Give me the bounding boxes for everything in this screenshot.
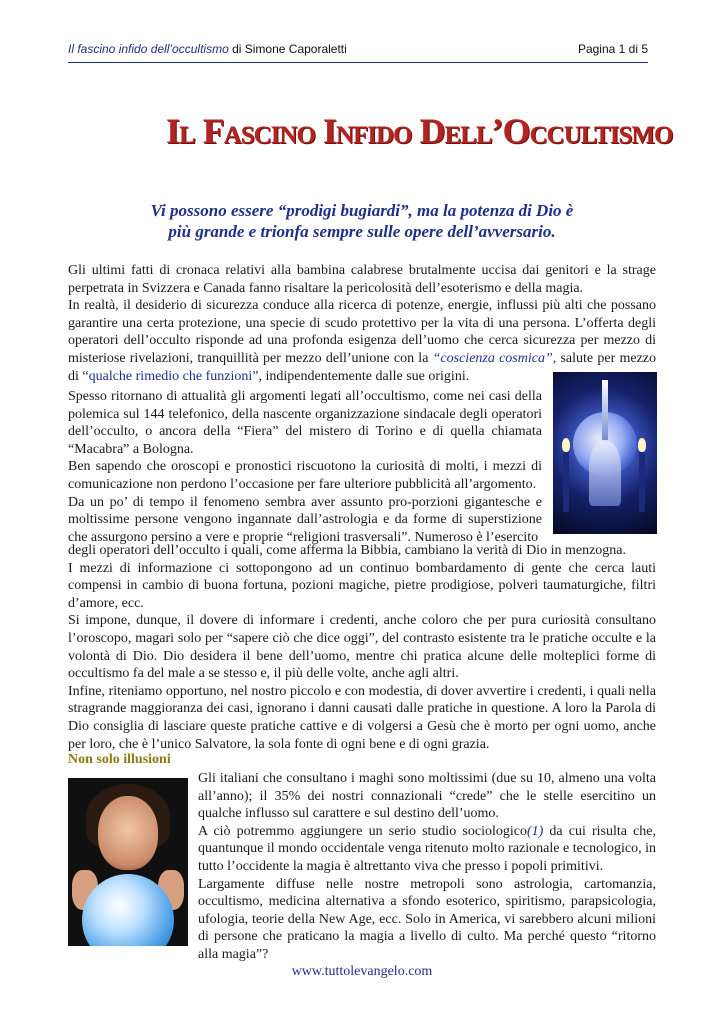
- paragraph-media: I mezzi di informazione ci sottopongono ad un continuo bombardamento di gente che cerca lauti compensi in cambio di buona fortuna, pozioni magiche, pietre prodigiose, polveri taumaturgiche, filtri d’amore, ecc.: [68, 560, 656, 611]
- intro-text-b: In realtà, il desiderio di sicurezza conduce alla ricerca di potenze, energie, influssi più alti che possano garantire una certa protezione, una specie di scudo protettivo per la vita di una persona. L’offerta degli operatori dell’occulto risponde ad una profonda esigenza dell’uomo che cerca sicurezza per mezzo di misteriose rivelazioni, tranquillità per mezzo dell’unione con la “coscienza cosmica”, salute per mezzo di “qualche rimedio che funzioni”, indipendentemente dalle sue origini.: [68, 298, 656, 384]
- page-number: Pagina 1 di 5: [577, 42, 648, 56]
- subtitle-line-2: più grande e trionfa sempre sulle opere dell’avversario.: [168, 222, 556, 241]
- page-header: [68, 42, 648, 63]
- paragraph-duty: Si impone, dunque, il dovere di informare i credenti, anche coloro che per pura curiosità consultano l’oroscopo, magari solo per “sapere ciò che dice oggi”, del contrasto esistente tra le pratiche occulte e la volontà di Dio. Dio desidera il bene dell’uomo, mentre chi pratica alcune delle molteplici forme di occultismo fa del male a se stesso e, il più delle volte, anche agli altri.: [68, 613, 656, 682]
- article-title: Il Fascino Infido Dell’Occultismo: [166, 111, 673, 151]
- paragraph-warning: Infine, riteniamo opportuno, nel nostro piccolo e con modestia, di dover avvertire i credenti, i quali nella stragrande maggioranza dei casi, ignorano i danni causati dalle pratiche in questione. A loro la Parola di Dio consiglia di lasciare queste pratiche cattive e di volgersi a Gesù che è morto per ogni uomo, anche per loro, che è l’unico Salvatore, la sola fonte di ogni bene e di ogni grazia.: [68, 683, 656, 752]
- paragraph-occultism-news: Spesso ritornano di attualità gli argomenti legati all’occultismo, come nei casi della polemica sul 144 telefonico, della nascente organizzazione sindacale degli operatori dell’occulto, o ancora della “Fiera” del mistero di Torino e di quella chiamata “Macabra” a Bologna.: [68, 389, 542, 457]
- article-subtitle: [100, 200, 624, 242]
- section-paragraphs: [198, 770, 656, 964]
- footer-website-link[interactable]: www.tuttolevangelo.com: [291, 964, 433, 979]
- intro-text-a: Gli ultimi fatti di cronaca relativi alla bambina calabrese brutalmente uccisa dai genitori e la strage perpetrata in Svizzera e Canada fanno risaltare la pericolosità dell’esoterismo e della magia.: [68, 263, 656, 296]
- section-heading: Non solo illusioni: [68, 752, 171, 767]
- body-paragraphs: [68, 542, 656, 753]
- occult-chalice-image: [553, 372, 657, 534]
- footnote-ref-link[interactable]: (1): [526, 823, 544, 839]
- paragraph-phenomenon: Da un po’ di tempo il fenomeno sembra aver assunto pro-porzioni gigantesche e moltissime persone vengono ingannate dall’astrologia e da forme di superstizione che assurgono persino a vere e proprie “religioni trasversali”. Numeroso è l’esercito: [68, 494, 542, 545]
- header-doc-title: Il fascino infido dell’occultismo: [68, 42, 229, 56]
- paragraph-horoscopes: Ben sapendo che oroscopi e pronostici riscuotono la curiosità di molti, i mezzi di comunicazione non perdono l’occasione per fare ulteriore pubblicità all’argomento.: [68, 459, 542, 492]
- subtitle-line-1: Vi possono essere “prodigi bugiardi”, ma la potenza di Dio è: [150, 201, 574, 220]
- paragraph-widespread: Largamente diffuse nelle nostre metropoli sono astrologia, cartomanzia, occultismo, medicina alternativa a sfondo esoterico, spiritismo, parapsicologia, ufologia, teorie della New Age, ecc. Solo in America, vi sarebbero alcuni milioni di persone che praticano la magia a livello di culto. Ma perché questo “ritorno alla magia”?: [198, 876, 656, 962]
- remedy-quote: “qualche rimedio che funzioni”: [82, 368, 259, 384]
- crystal-ball-image: [68, 778, 188, 946]
- wrapped-paragraphs: [68, 388, 542, 546]
- paragraph-italians: Gli italiani che consultano i maghi sono moltissimi (due su 10, almeno una volta all’anno); il 35% dei nostri connazionali “crede” che le stelle esercitino un qualche influsso sul carattere e sul destino dell’uomo.: [198, 771, 656, 822]
- header-author: di Simone Caporaletti: [228, 42, 347, 56]
- paragraph-sociological-study: A ciò potremmo aggiungere un serio studio sociologico(1) da cui risulta che, quantunque il mondo occidentale venga ritenuto molto razionale e tecnologico, in tutto l’occidente la magia è altrettanto viva che presso i popoli primitivi.: [198, 823, 656, 874]
- intro-paragraph: [68, 262, 656, 385]
- cosmic-consciousness-quote: “coscienza cosmica”,: [432, 350, 557, 366]
- paragraph-operators: degli operatori dell’occulto i quali, come afferma la Bibbia, cambiano la verità di Dio in menzogna.: [68, 543, 626, 558]
